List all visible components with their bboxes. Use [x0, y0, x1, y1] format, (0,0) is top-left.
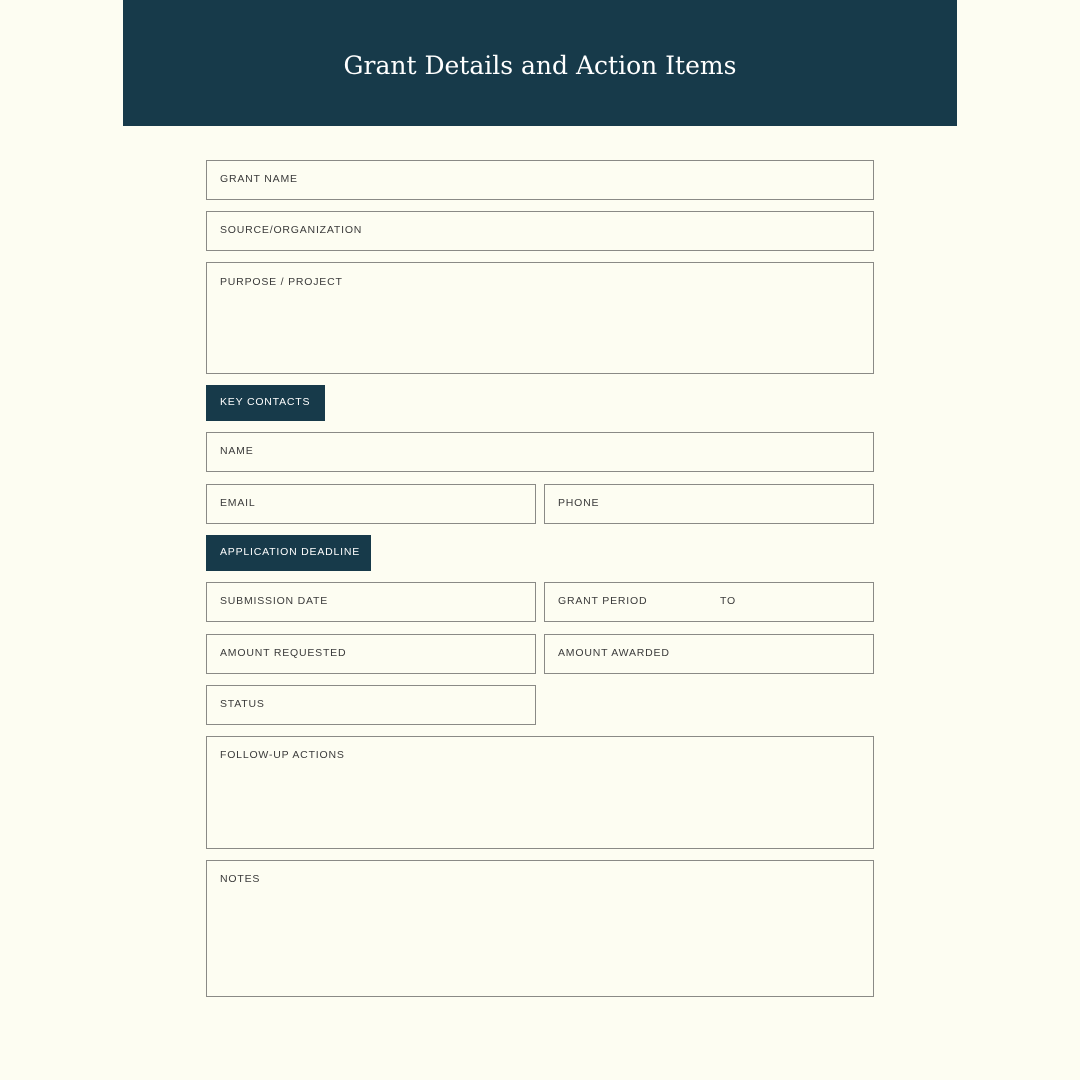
notes-label: NOTES: [220, 873, 261, 885]
phone-label: PHONE: [558, 497, 600, 509]
key-contacts-label: KEY CONTACTS: [220, 396, 311, 408]
status-label: STATUS: [220, 698, 265, 710]
submission-date-label: SUBMISSION DATE: [220, 595, 329, 607]
grant-name-label: GRANT NAME: [220, 173, 298, 185]
phone-field[interactable]: [544, 484, 874, 524]
source-organization-label: SOURCE/ORGANIZATION: [220, 224, 363, 236]
notes-field[interactable]: [206, 860, 874, 997]
email-field[interactable]: [206, 484, 536, 524]
grant-period-field[interactable]: [544, 582, 874, 622]
grant-name-field[interactable]: [206, 160, 874, 200]
follow-up-actions-label: FOLLOW-UP ACTIONS: [220, 749, 345, 761]
grant-period-label: GRANT PERIOD: [558, 595, 648, 607]
amount-requested-field[interactable]: [206, 634, 536, 674]
amount-requested-label: AMOUNT REQUESTED: [220, 647, 347, 659]
follow-up-actions-field[interactable]: [206, 736, 874, 849]
purpose-project-field[interactable]: [206, 262, 874, 374]
key-contacts-section-header: [206, 385, 325, 421]
application-deadline-section-header: [206, 535, 371, 571]
amount-awarded-label: AMOUNT AWARDED: [558, 647, 670, 659]
amount-awarded-field[interactable]: [544, 634, 874, 674]
grant-period-to-label: TO: [720, 595, 736, 607]
email-label: EMAIL: [220, 497, 256, 509]
page-title: Grant Details and Action Items: [343, 50, 737, 80]
status-field[interactable]: [206, 685, 536, 725]
page-header: [123, 0, 957, 126]
source-organization-field[interactable]: [206, 211, 874, 251]
contact-name-label: NAME: [220, 445, 254, 457]
application-deadline-label: APPLICATION DEADLINE: [220, 546, 361, 558]
contact-name-field[interactable]: [206, 432, 874, 472]
submission-date-field[interactable]: [206, 582, 536, 622]
purpose-project-label: PURPOSE / PROJECT: [220, 276, 343, 288]
